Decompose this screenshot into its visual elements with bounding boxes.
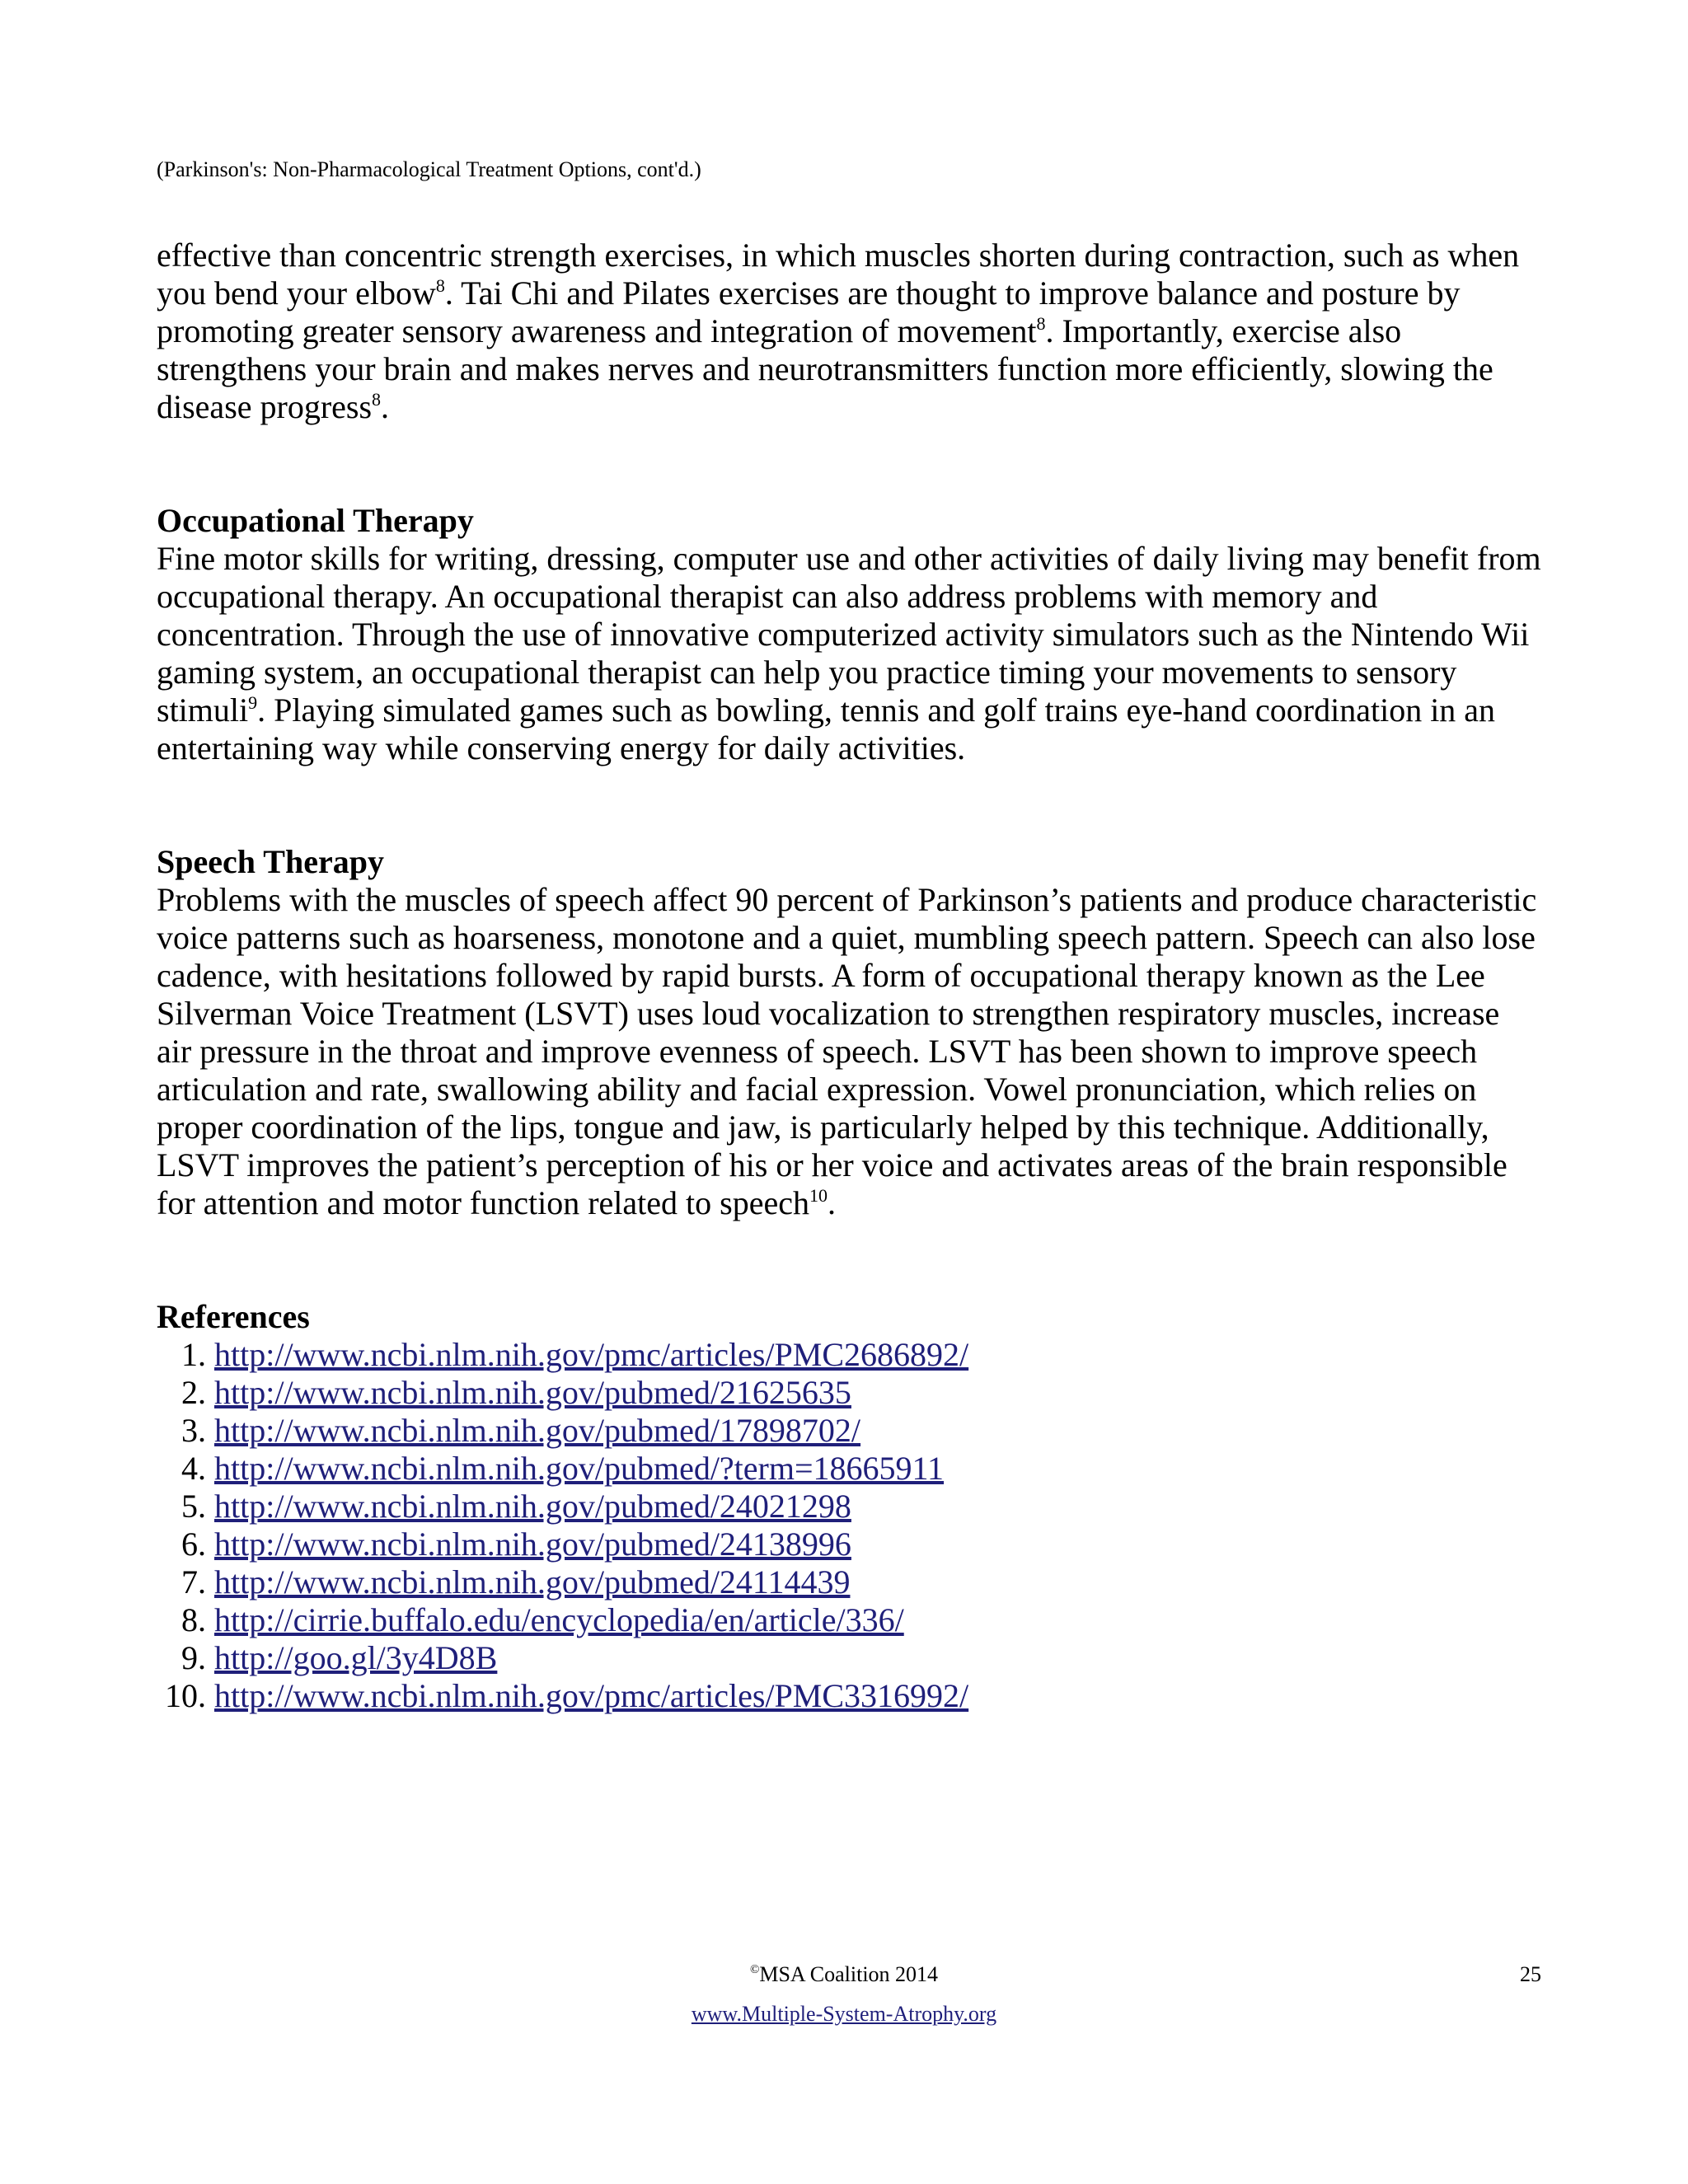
speech-text-2: . (827, 1184, 836, 1221)
citation-superscript: 10 (809, 1185, 828, 1206)
citation-superscript: 8 (1036, 313, 1046, 334)
speech-therapy-paragraph (157, 881, 1541, 1222)
occupational-therapy-paragraph (157, 540, 1541, 767)
reference-number: 8. (181, 1601, 206, 1638)
footer-website (0, 2001, 1688, 2027)
reference-link[interactable]: http://www.ncbi.nlm.nih.gov/pubmed/24114439 (214, 1563, 851, 1601)
reference-item (157, 1450, 1541, 1488)
reference-link[interactable]: http://goo.gl/3y4D8B (214, 1639, 498, 1676)
references-list (157, 1336, 1541, 1715)
reference-item (157, 1601, 1541, 1639)
citation-superscript: 9 (248, 692, 258, 713)
running-header: (Parkinson's: Non-Pharmacological Treatment Options, cont'd.) (157, 157, 701, 181)
reference-link[interactable]: http://www.ncbi.nlm.nih.gov/pmc/articles/PMC3316992/ (214, 1677, 969, 1714)
reference-number: 5. (181, 1488, 206, 1525)
reference-link[interactable]: http://www.ncbi.nlm.nih.gov/pubmed/24021298 (214, 1488, 851, 1525)
intro-text-3: . Importantly, exercise also strengthens your brain and makes nerves and neurotransmitters function more efficiently, slowing the disease progress (157, 312, 1493, 425)
copyright-text: MSA Coalition 2014 (759, 1962, 939, 1986)
reference-item (157, 1526, 1541, 1563)
footer-copyright (0, 1961, 1688, 1988)
reference-number: 9. (181, 1639, 206, 1676)
reference-link[interactable]: http://www.ncbi.nlm.nih.gov/pmc/articles/PMC2686892/ (214, 1336, 969, 1373)
copyright-symbol: © (749, 1963, 760, 1976)
speech-text-1: Problems with the muscles of speech affect 90 percent of Parkinson’s patients and produce characteristic voice patterns such as hoarseness, monotone and a quiet, mumbling speech pattern. Speech can also lose cadence, with hesitations followed by rapid bursts. A form of occupational therapy known as the Lee Silverman Voice Treatment (LSVT) uses loud vocalization to strengthen respiratory muscles, increase air pressure in the throat and improve evenness of speech. LSVT has been shown to improve speech articulation and rate, swallowing ability and facial expression. Vowel pronunciation, which relies on proper coordination of the lips, tongue and jaw, is particularly helped by this technique. Additionally, LSVT improves the patient’s perception of his or her voice and activates areas of the brain responsible for attention and motor function related to speech (157, 881, 1537, 1221)
reference-number: 4. (181, 1450, 206, 1487)
reference-item (157, 1374, 1541, 1412)
section-spacer (157, 1222, 1541, 1298)
intro-text-4: . (381, 388, 390, 425)
reference-item (157, 1677, 1541, 1715)
reference-link[interactable]: http://www.ncbi.nlm.nih.gov/pubmed/24138996 (214, 1526, 851, 1563)
citation-superscript: 8 (372, 389, 382, 410)
reference-number: 7. (181, 1563, 206, 1601)
occupational-text-1: Fine motor skills for writing, dressing, computer use and other activities of daily living may benefit from occupational therapy. An occupational therapist can also address problems with memory and concentration. Through the use of innovative computerized activity simulators such as the Nintendo Wii gaming system, an occupational therapist can help you practice timing your movements to sensory stimuli (157, 540, 1541, 729)
reference-number: 1. (181, 1336, 206, 1373)
page-body (157, 237, 1541, 1715)
reference-item (157, 1563, 1541, 1601)
reference-link[interactable]: http://www.ncbi.nlm.nih.gov/pubmed/17898702/ (214, 1412, 861, 1449)
website-link[interactable]: www.Multiple-System-Atrophy.org (691, 2002, 997, 2026)
page-number: 25 (1520, 1962, 1541, 1986)
reference-item (157, 1639, 1541, 1677)
occupational-therapy-heading: Occupational Therapy (157, 502, 474, 539)
reference-link[interactable]: http://www.ncbi.nlm.nih.gov/pubmed/21625635 (214, 1374, 851, 1411)
reference-item (157, 1412, 1541, 1450)
reference-number: 10. (165, 1677, 206, 1714)
citation-superscript: 8 (435, 275, 445, 296)
speech-therapy-heading: Speech Therapy (157, 843, 384, 880)
occupational-text-2: . Playing simulated games such as bowling, tennis and golf trains eye-hand coordination in an entertaining way while conserving energy for daily activities. (157, 691, 1496, 766)
intro-text-2: . Tai Chi and Pilates exercises are thought to improve balance and posture by promoting greater sensory awareness and integration of movement (157, 274, 1461, 349)
reference-item (157, 1488, 1541, 1526)
reference-item (157, 1336, 1541, 1374)
reference-link[interactable]: http://cirrie.buffalo.edu/encyclopedia/en/article/336/ (214, 1601, 904, 1638)
reference-number: 6. (181, 1526, 206, 1563)
reference-link[interactable]: http://www.ncbi.nlm.nih.gov/pubmed/?term=18665911 (214, 1450, 945, 1487)
reference-number: 3. (181, 1412, 206, 1449)
intro-text-1: effective than concentric strength exercises, in which muscles shorten during contraction, such as when you bend your elbow (157, 237, 1520, 312)
intro-paragraph (157, 237, 1541, 426)
section-spacer (157, 767, 1541, 843)
reference-number: 2. (181, 1374, 206, 1411)
section-spacer (157, 426, 1541, 502)
references-heading: References (157, 1298, 310, 1335)
